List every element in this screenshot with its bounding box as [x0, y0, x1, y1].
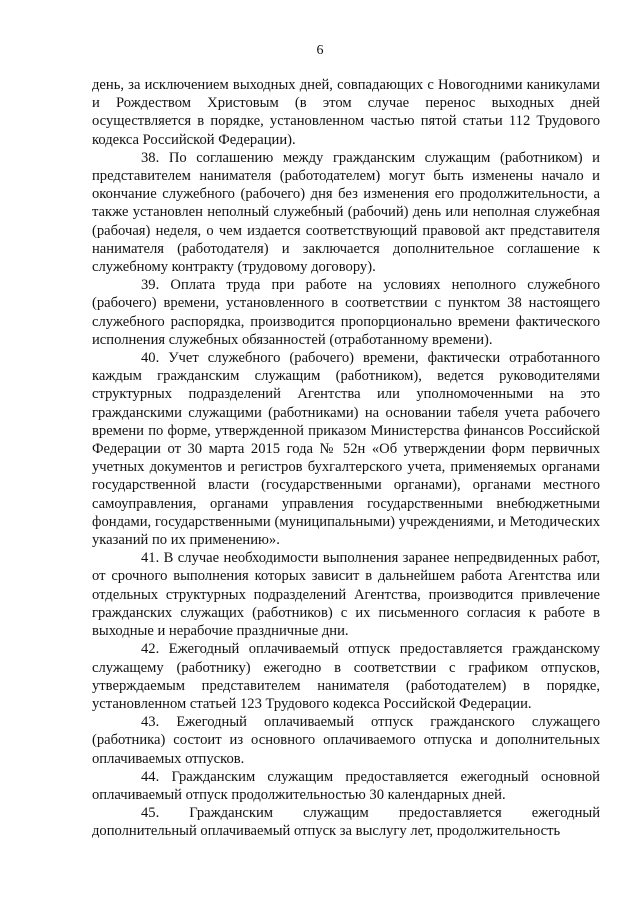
paragraph-45: 45. Гражданским служащим предоставляется ежегодный дополнительный оплачиваемый отпуск за выслугу лет, продолжительность	[92, 805, 600, 840]
paragraph-39: 39. Оплата труда при работе на условиях неполного служебного (рабочего) времени, установленного в соответствии с пунктом 38 настоящего служебного распорядка, производится пропорционально времени фактического исполнения служебных обязанностей (отработанному времени).	[92, 277, 600, 348]
page-number: 6	[316, 43, 324, 58]
paragraph-43: 43. Ежегодный оплачиваемый отпуск гражданского служащего (работника) состоит из основного оплачиваемого отпуска и дополнительных оплачиваемых отпусков.	[92, 714, 600, 767]
paragraph-44: 44. Гражданским служащим предоставляется ежегодный основной оплачиваемый отпуск продолжительностью 30 календарных дней.	[92, 768, 600, 803]
paragraph-42: 42. Ежегодный оплачиваемый отпуск предоставляется гражданскому служащему (работнику) ежегодно в соответствии с графиком отпусков, утверждаемым представителем нанимателя (работодателем) в порядке, установленном статьей 123 Трудового кодекса Российской Федерации.	[92, 641, 600, 712]
document-body	[92, 76, 600, 841]
paragraph-continuation: день, за исключением выходных дней, совпадающих с Новогодними каникулами и Рождеством Христовым (в этом случае перенос выходных дней осуществляется в порядке, установленном частью пятой статьи 112 Трудового кодекса Российской Федерации).	[92, 77, 600, 148]
paragraph-40: 40. Учет служебного (рабочего) времени, фактически отработанного каждым гражданским служащим (работником), ведется руководителями структурных подразделений Агентства или уполномоченными на это гражданскими служащими (работниками) на основании табеля учета рабочего времени по форме, утвержденной приказом Министерства финансов Российской Федерации от 30 марта 2015 года № 52н «Об утверждении форм первичных учетных документов и регистров бухгалтерского учета, применяемых органами государственной власти (государственными органами), органами местного самоуправления, органами управления государственными внебюджетными фондами, государственными (муниципальными) учреждениями, и Методических указаний по их применению».	[92, 350, 600, 549]
paragraph-41: 41. В случае необходимости выполнения заранее непредвиденных работ, от срочного выполнения которых зависит в дальнейшем работа Агентства или отдельных структурных подразделений Агентства, производится привлечение гражданских служащих (работников) с их письменного согласия к работе в выходные и нерабочие праздничные дни.	[92, 550, 600, 640]
paragraph-38: 38. По соглашению между гражданским служащим (работником) и представителем нанимателя (работодателем) могут быть изменены начало и окончание служебного (рабочего) дня без изменения его продолжительности, а также установлен неполный служебный (рабочий) день или неполная служебная (рабочая) неделя, о чем издается соответствующий правовой акт представителя нанимателя (работодателя) и заключается дополнительное соглашение к служебному контракту (трудовому договору).	[92, 149, 600, 276]
